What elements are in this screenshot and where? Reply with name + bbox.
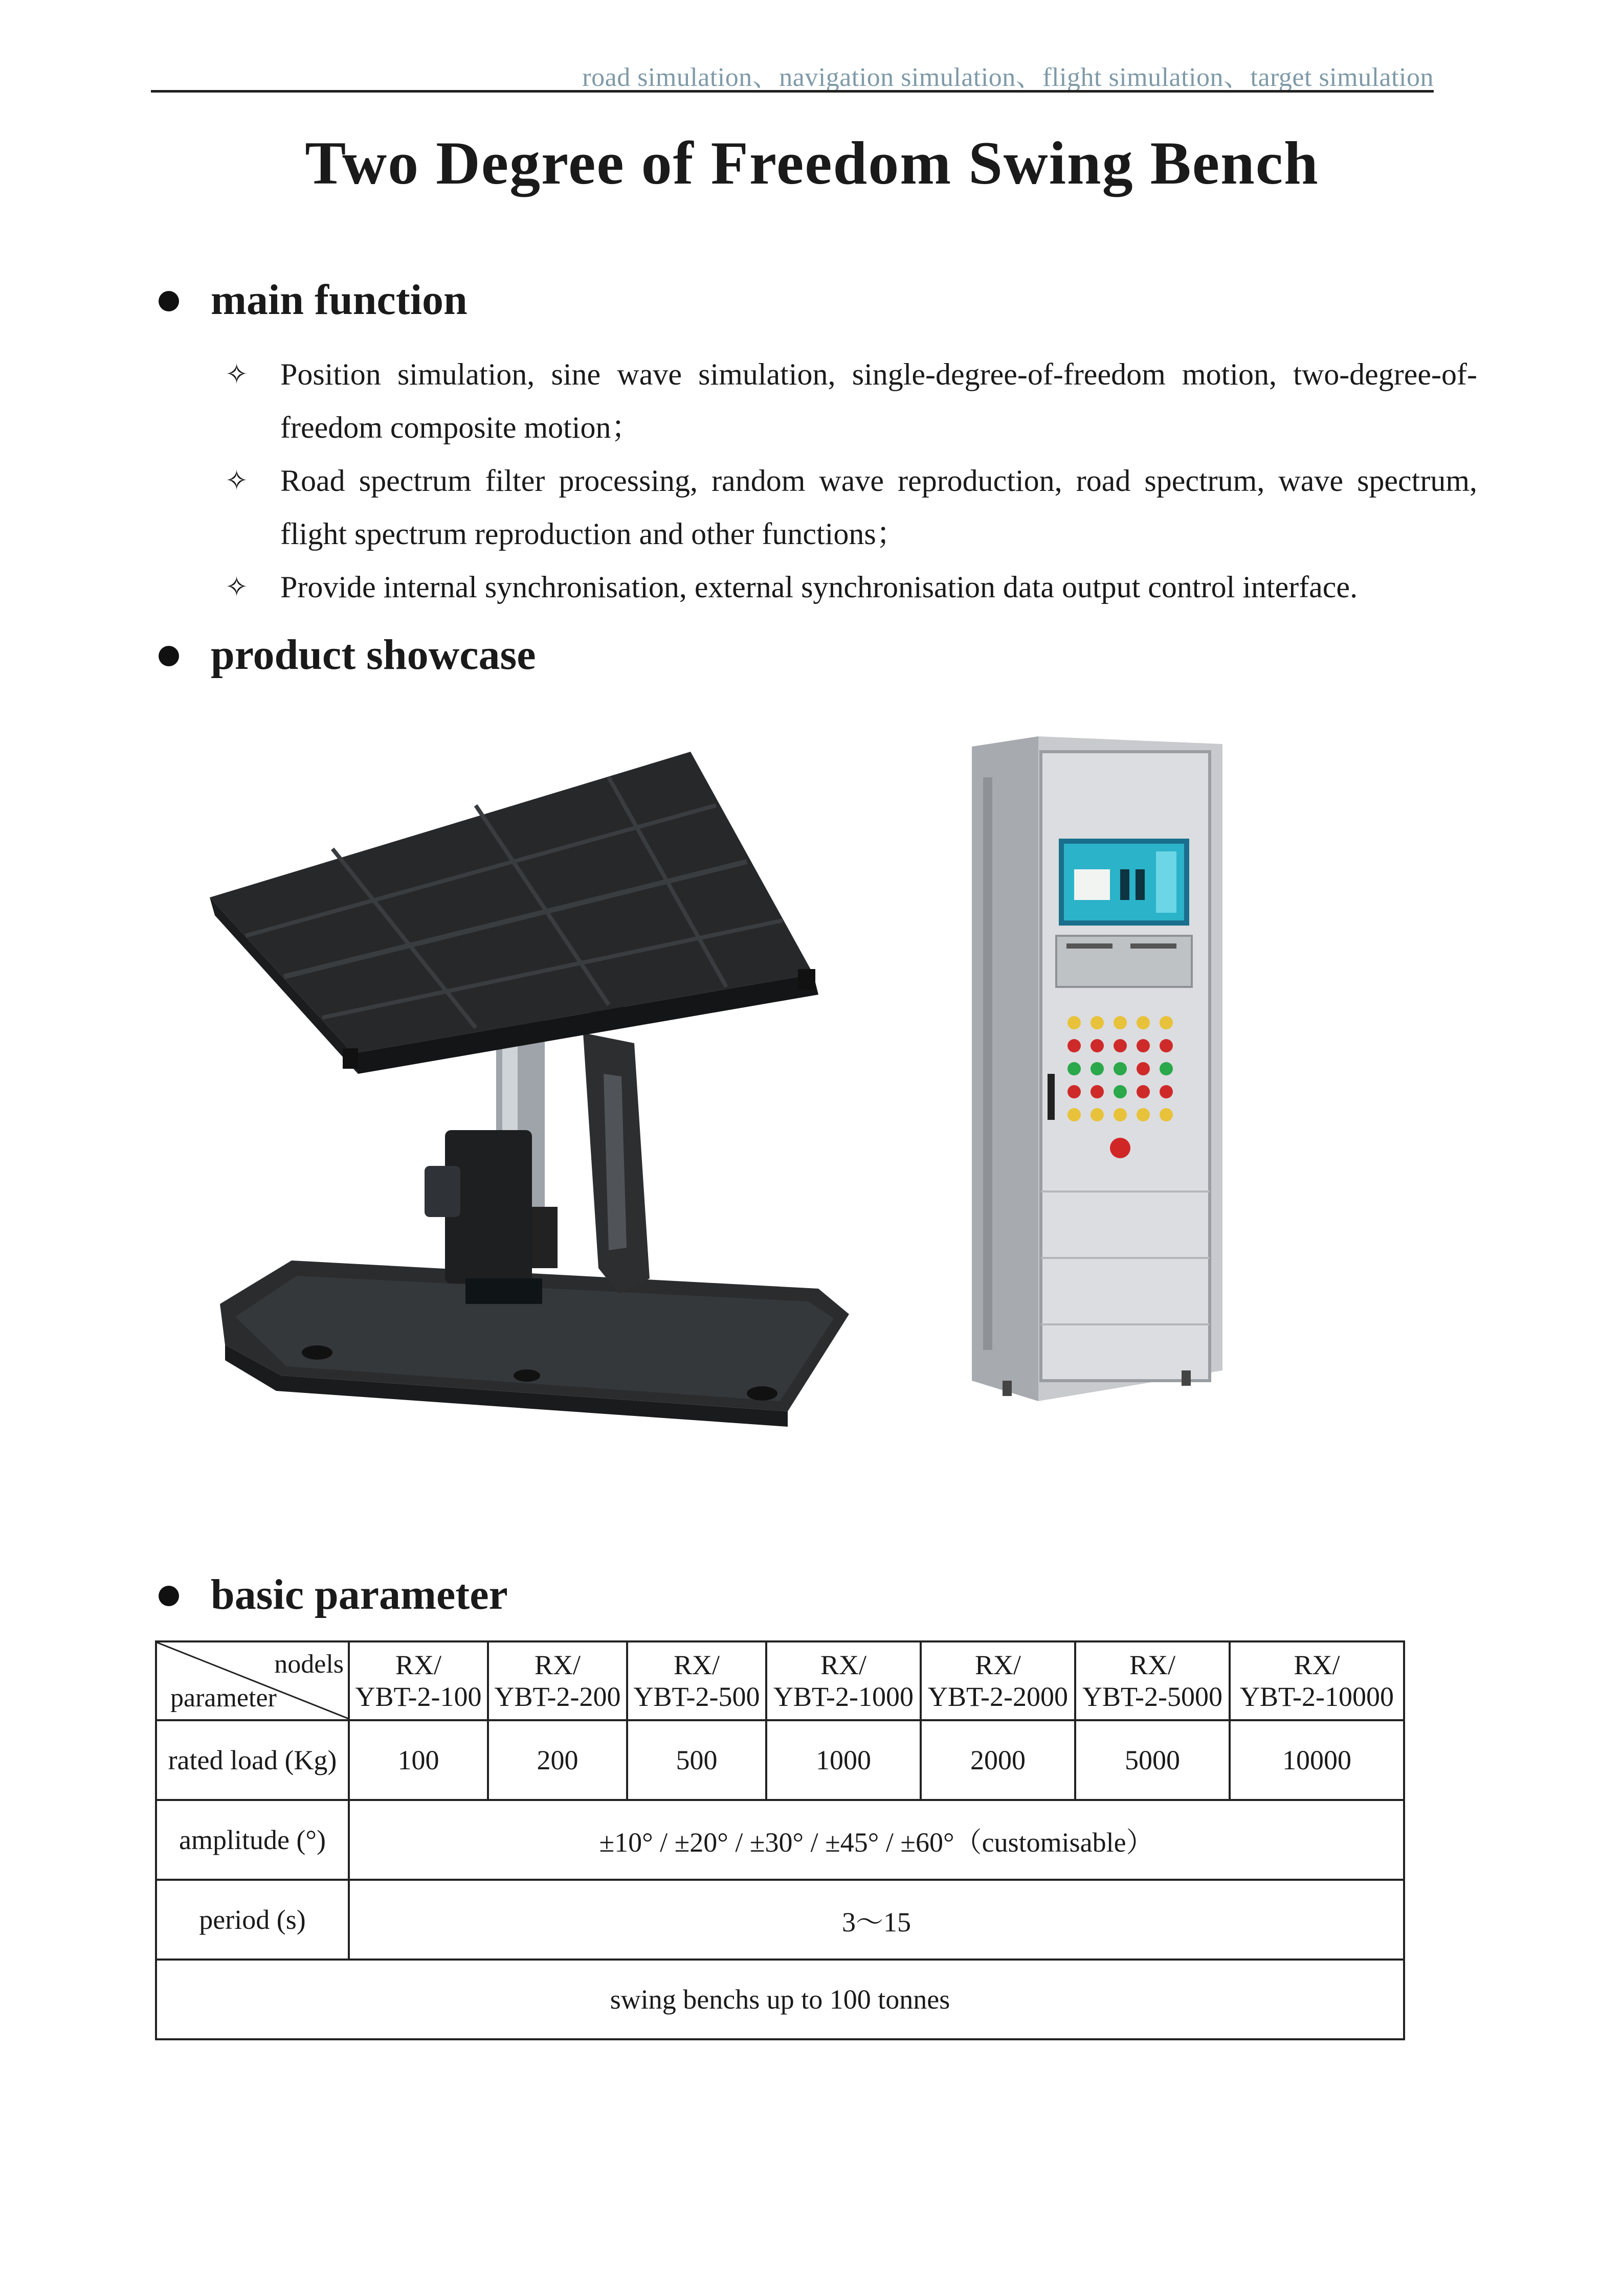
- table-row: [156, 1800, 1404, 1880]
- table-cell: 10000: [1230, 1720, 1404, 1800]
- header-divider: [151, 90, 1434, 93]
- row-label-rated-load: rated load (Kg): [156, 1720, 349, 1800]
- section-heading-label: basic parameter: [211, 1571, 508, 1618]
- section-heading-label: product showcase: [211, 631, 536, 679]
- corner-label-models: nodels: [274, 1650, 344, 1679]
- corner-label-parameter: parameter: [170, 1683, 277, 1713]
- bullet-icon: [159, 646, 179, 666]
- bullet-icon: [159, 1586, 179, 1606]
- function-list: [225, 348, 1477, 614]
- table-row: [156, 1960, 1404, 2039]
- table-corner-cell: [156, 1641, 349, 1720]
- page-title: Two Degree of Freedom Swing Bench: [305, 129, 1319, 197]
- table-row: [156, 1720, 1404, 1800]
- table-cell: 100: [349, 1720, 488, 1800]
- section-heading-basic-parameter: [159, 1570, 508, 1619]
- table-cell: 200: [488, 1720, 627, 1800]
- model-header: RX/ YBT-2-200: [488, 1641, 627, 1720]
- table-cell: 2000: [921, 1720, 1075, 1800]
- four-point-star-icon: ✧: [225, 358, 249, 390]
- list-item-text: Position simulation, sine wave simulation, single-degree-of-freedom motion, two-degree-of-freedom composite motion；: [280, 357, 1477, 444]
- list-item: [225, 454, 1477, 560]
- list-item-text: Road spectrum filter processing, random wave reproduction, road spectrum, wave spectrum, flight spectrum reproduction and other functions；: [280, 464, 1477, 551]
- parameter-table: [155, 1640, 1405, 2040]
- model-header: RX/ YBT-2-500: [627, 1641, 766, 1720]
- section-heading-label: main function: [211, 276, 468, 324]
- row-label-period: period (s): [156, 1880, 349, 1960]
- model-header: RX/ YBT-2-10000: [1230, 1641, 1404, 1720]
- bullet-icon: [159, 291, 179, 311]
- table-header-row: [156, 1641, 1404, 1720]
- amplitude-value: ±10° / ±20° / ±30° / ±45° / ±60°（customisable）: [349, 1800, 1404, 1880]
- table-row: [156, 1880, 1404, 1960]
- product-showcase-images: [159, 716, 1468, 1457]
- section-heading-product-showcase: [159, 630, 536, 680]
- four-point-star-icon: ✧: [225, 571, 249, 603]
- model-header: RX/ YBT-2-2000: [921, 1641, 1075, 1720]
- header-tagline: road simulation、navigation simulation、flight simulation、target simulation: [582, 63, 1434, 92]
- swing-bench-image: [210, 752, 849, 1427]
- table-cell: 500: [627, 1720, 766, 1800]
- row-label-amplitude: amplitude (°): [156, 1800, 349, 1880]
- section-heading-main-function: [159, 275, 468, 325]
- model-header: RX/ YBT-2-5000: [1075, 1641, 1230, 1720]
- list-item: [225, 560, 1477, 614]
- table-footer-note: swing benchs up to 100 tonnes: [156, 1960, 1404, 2039]
- period-value: 3～15: [349, 1880, 1404, 1960]
- list-item-text: Provide internal synchronisation, external synchronisation data output control interface.: [280, 570, 1358, 604]
- model-header: RX/ YBT-2-100: [349, 1641, 488, 1720]
- list-item: [225, 348, 1477, 454]
- table-cell: 5000: [1075, 1720, 1230, 1800]
- control-cabinet-image: [972, 736, 1222, 1401]
- table-cell: 1000: [766, 1720, 921, 1800]
- four-point-star-icon: ✧: [225, 464, 249, 497]
- model-header: RX/ YBT-2-1000: [766, 1641, 921, 1720]
